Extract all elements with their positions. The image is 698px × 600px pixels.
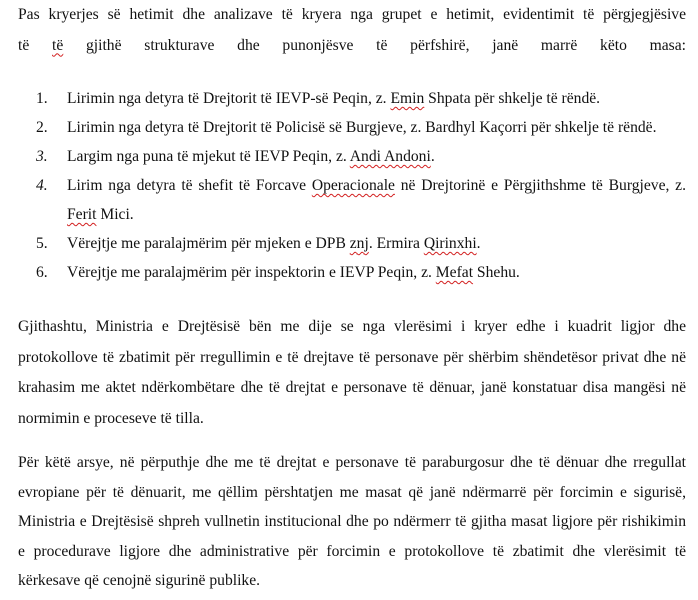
measure-number: 6.: [36, 264, 48, 281]
measure-text-segment: Largim nga puna të mjekut të IEVP Peqin, z.: [67, 148, 350, 165]
measure-text-segment: .: [476, 235, 481, 252]
measure-text-flagged-word: Operacionale: [311, 177, 395, 194]
measure-text-flagged-word: Emin: [390, 90, 425, 107]
measure-text-segment: Mici.: [96, 206, 134, 223]
measure-text: [67, 148, 435, 165]
measure-text-segment: Vërejtje me paralajmërim për mjeken e DPB: [67, 235, 350, 252]
measure-text-segment: Shehu.: [473, 264, 520, 281]
measure-item: [36, 142, 686, 171]
measure-text-segment: Vërejtje me paralajmërim për inspektorin e IEVP Peqin, z.: [67, 264, 436, 281]
measure-item: [36, 84, 686, 113]
measure-number: 4.: [36, 177, 48, 194]
intro-line-2-prefix: të: [18, 36, 52, 54]
measure-text: [67, 90, 600, 107]
measure-item: [36, 229, 686, 258]
intro-line-2-rest: gjithë strukturave dhe punonjësve të përfshirë, janë marrë këto masa:: [63, 36, 686, 54]
measure-item: [36, 258, 686, 287]
measure-number: 5.: [36, 235, 48, 252]
measure-number: 2.: [36, 119, 48, 136]
intro-line-2: [18, 31, 686, 62]
measure-text-flagged-word: Andi Andoni: [349, 148, 431, 165]
measure-text-flagged-word: znj: [349, 235, 369, 252]
measure-text: [67, 119, 656, 136]
measure-item: [36, 171, 686, 229]
measure-text-segment: në Drejtorinë e Përgjithshme të Burgjeve, z.: [394, 177, 686, 194]
measure-text: [67, 177, 686, 223]
measure-text-segment: .: [430, 148, 435, 165]
intro-line-1: Pas kryerjes së hetimit dhe analizave të kryera nga grupet e hetimit, evidentimit të përgjegjësive: [18, 6, 686, 23]
intro-paragraph: [18, 0, 686, 61]
measure-text-flagged-word: Mefat: [435, 264, 474, 281]
measure-text: [67, 235, 481, 252]
measure-text-segment: . Ermira: [368, 235, 424, 252]
measure-number: 3.: [36, 148, 48, 165]
measure-text-flagged-word: Ferit: [67, 206, 97, 223]
measure-text-segment: Lirim nga detyra të shefit të Forcave: [67, 177, 312, 194]
measures-list: [36, 84, 686, 287]
measure-text-flagged-word: Qirinxhi: [423, 235, 477, 252]
measure-text-segment: Lirimin nga detyra të Drejtorit të IEVP-së Peqin, z.: [67, 90, 391, 107]
paragraph-ministry-findings: Gjithashtu, Ministria e Drejtësisë bën me dije se nga vlerësimi i kryer edhe i kuadrit ligjor dhe protokollove të zbatimit për rregullimin e të drejtave të personave për shërbim shëndetësor privat dhe në krahasim me aktet ndërkombëtare dhe të drejtat e personave të dënuar, janë konstatuar disa mangësi në normimin e proceseve të tilla.: [18, 318, 686, 427]
measure-text: [67, 264, 520, 281]
measure-text-segment: Lirimin nga detyra të Drejtorit të Policisë së Burgjeve, z. Bardhyl Kaçorri për shkelje të rëndë.: [67, 119, 657, 136]
paragraph-ministry-actions: Për këtë arsye, në përputhje dhe me të drejtat e personave të paraburgosur dhe të dënuar dhe rregullat evropiane për të dënuarit, me qëllim përshtatjen me masat që janë ndërmarrë për forcimin e sigurisë, Ministria e Drejtësisë shpreh vullnetin institucional dhe po ndërmerr të gjitha masat ligjore për rishikimin e procedurave ligjore dhe administrative për forcimin e protokollove të zbatimit dhe vlerësimit të kërkesave që cenojnë sigurinë publike.: [18, 454, 686, 589]
measure-text-segment: Shpata për shkelje të rëndë.: [424, 90, 601, 107]
measure-number: 1.: [36, 90, 48, 107]
intro-line-2-flagged-word: të: [52, 36, 64, 54]
measure-item: [36, 113, 686, 142]
